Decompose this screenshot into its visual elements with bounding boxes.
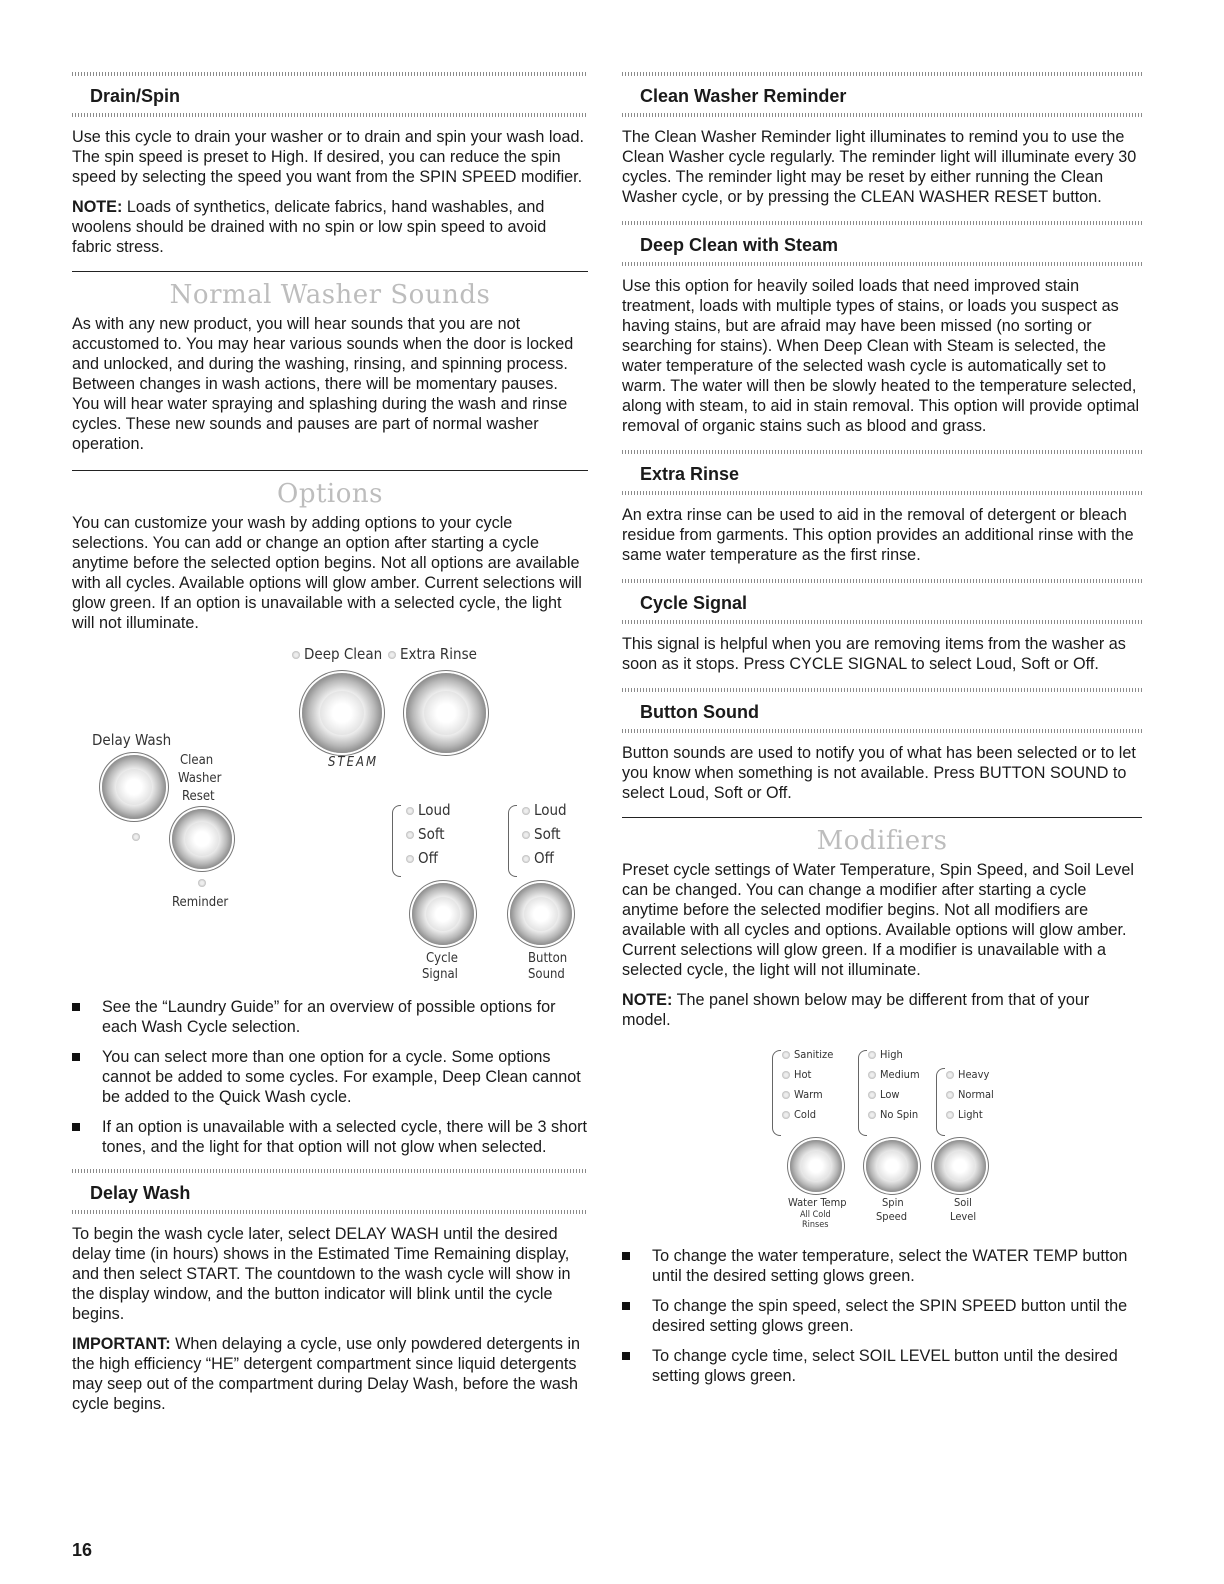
temp-cold: Cold bbox=[782, 1108, 816, 1121]
options-panel-illustration bbox=[72, 633, 588, 983]
led-icon bbox=[946, 1091, 954, 1099]
page-number: 16 bbox=[72, 1540, 93, 1560]
important-label: IMPORTANT: bbox=[72, 1335, 171, 1353]
drain-spin-heading: Drain/Spin bbox=[90, 86, 181, 106]
bracket bbox=[508, 805, 517, 877]
bracket bbox=[392, 805, 401, 877]
bracket bbox=[858, 1050, 867, 1136]
note-label: NOTE: bbox=[622, 991, 673, 1009]
cycle-signal-knob[interactable] bbox=[412, 883, 474, 945]
extra-rinse-heading: Extra Rinse bbox=[640, 464, 740, 484]
led-icon bbox=[132, 833, 140, 841]
modifier-panel-illustration bbox=[622, 1036, 1142, 1232]
cycle-label: Cycle bbox=[426, 951, 458, 966]
hatch-divider bbox=[622, 491, 1142, 495]
led-icon bbox=[406, 831, 414, 839]
led-icon bbox=[782, 1051, 790, 1059]
led-icon bbox=[782, 1071, 790, 1079]
sound-label: Sound bbox=[528, 967, 565, 982]
cycle-signal-soft: Soft bbox=[406, 825, 445, 843]
hatch-divider bbox=[622, 620, 1142, 624]
list-item: You can select more than one option for a cycle. Some options cannot be added to some cycles. For example, Deep Clean cannot be added to the Quick Wash cycle. bbox=[72, 1047, 588, 1107]
list-item: To change cycle time, select SOIL LEVEL button until the desired setting glows green. bbox=[622, 1346, 1142, 1386]
delay-wash-important bbox=[72, 1334, 588, 1414]
level-label: Level bbox=[950, 1210, 977, 1223]
button-sound-soft: Soft bbox=[522, 825, 561, 843]
temp-sanitize: Sanitize bbox=[782, 1048, 833, 1061]
section-rule bbox=[72, 470, 588, 471]
hatch-divider bbox=[622, 262, 1142, 266]
extra-rinse-knob[interactable] bbox=[406, 673, 486, 753]
deep-clean-heading: Deep Clean with Steam bbox=[640, 235, 839, 255]
normal-sounds-body: As with any new product, you will hear sounds that you are not accustomed to. You may hear various sounds when the door is locked and unlocked, and during the washing, rinsing, and spinning process. Between changes in wash actions, there will be momentary pauses. You will hear water spraying and splashing during the wash and rinse cycles. These new sounds and pauses are part of normal washer operation. bbox=[72, 315, 574, 453]
all-cold-label: All Cold bbox=[800, 1210, 831, 1220]
spin-low: Low bbox=[868, 1088, 899, 1101]
normal-sounds-title: Normal Washer Sounds bbox=[169, 280, 491, 310]
delay-wash-knob[interactable] bbox=[102, 755, 166, 819]
led-icon bbox=[522, 855, 530, 863]
washer-label: Washer bbox=[178, 771, 222, 786]
hatch-divider bbox=[72, 1210, 588, 1214]
led-icon bbox=[388, 651, 396, 659]
led-icon bbox=[782, 1111, 790, 1119]
led-icon bbox=[522, 807, 530, 815]
delay-wash-label: Delay Wash bbox=[92, 731, 172, 749]
options-title: Options bbox=[277, 479, 383, 509]
extra-rinse-body: An extra rinse can be used to aid in the removal of detergent or bleach residue from garments. This option provides an additional rinse with the same water temperature as the first rinse. bbox=[622, 506, 1134, 564]
water-temp-label: Water Temp bbox=[788, 1196, 847, 1209]
list-item: To change the spin speed, select the SPIN SPEED button until the desired setting glows green. bbox=[622, 1296, 1142, 1336]
led-icon bbox=[946, 1071, 954, 1079]
modifiers-bullet-list bbox=[622, 1246, 1142, 1386]
button-label: Button bbox=[528, 951, 568, 966]
led-icon bbox=[868, 1071, 876, 1079]
delay-wash-body: To begin the wash cycle later, select DELAY WASH until the desired delay time (in hours) shows in the Estimated Time Remaining display, and then select START. The countdown to the wash cycle will show in the display window, and the button indicator will blink until the cycle begins. bbox=[72, 1225, 571, 1323]
led-icon bbox=[868, 1051, 876, 1059]
button-sound-heading: Button Sound bbox=[640, 702, 759, 722]
soil-level-knob[interactable] bbox=[934, 1140, 986, 1192]
note-text: Loads of synthetics, delicate fabrics, hand washables, and woolens should be drained with no spin or low spin speed to avoid fabric stress. bbox=[72, 198, 547, 256]
section-rule bbox=[622, 817, 1142, 818]
spin-high: High bbox=[868, 1048, 903, 1061]
modifiers-body: Preset cycle settings of Water Temperature, Spin Speed, and Soil Level can be changed. You can change a modifier after starting a cycle anytime before the selected modifier begins. Not all modifiers are available with all cycles and options. Available options will glow amber. Current selections will glow green. If a modifier is unavailable with a selected cycle, the light will not illuminate. bbox=[622, 861, 1134, 979]
reminder-label: Reminder bbox=[172, 895, 229, 910]
clean-washer-reminder-heading: Clean Washer Reminder bbox=[640, 86, 847, 106]
cycle-signal-heading: Cycle Signal bbox=[640, 593, 748, 613]
delay-wash-heading: Delay Wash bbox=[90, 1183, 191, 1203]
temp-hot: Hot bbox=[782, 1068, 811, 1081]
note-text: The panel shown below may be different from that of your model. bbox=[622, 991, 1090, 1029]
temp-warm: Warm bbox=[782, 1088, 823, 1101]
hatch-divider bbox=[72, 113, 588, 117]
soil-normal: Normal bbox=[946, 1088, 994, 1101]
reset-label: Reset bbox=[182, 789, 215, 804]
hatch-divider bbox=[622, 113, 1142, 117]
led-icon bbox=[406, 807, 414, 815]
clean-washer-reminder-body: The Clean Washer Reminder light illuminates to remind you to use the Clean Washer cycle regularly. The reminder light will illuminate every 30 cycles. The reminder light may be reset by either running the Clean Washer cycle, or by pressing the CLEAN WASHER RESET button. bbox=[622, 128, 1137, 206]
soil-heavy: Heavy bbox=[946, 1068, 989, 1081]
options-body: You can customize your wash by adding options to your cycle selections. You can add or change an option after starting a cycle anytime before the selected option begins. Not all options are available with all cycles. Available options will glow amber. Current selections will glow green. If an option is unavailable with a selected cycle, the light will not illuminate. bbox=[72, 514, 582, 632]
led-icon bbox=[868, 1091, 876, 1099]
bracket bbox=[772, 1050, 781, 1136]
reminder-led-icon bbox=[198, 879, 206, 887]
list-item: To change the water temperature, select the WATER TEMP button until the desired setting glows green. bbox=[622, 1246, 1142, 1286]
drain-spin-body: Use this cycle to drain your washer or to drain and spin your wash load. The spin speed is preset to High. If desired, you can reduce the spin speed by selecting the speed you want from the SPIN SPEED modifier. bbox=[72, 128, 584, 186]
spin-label: Spin bbox=[882, 1196, 904, 1209]
steam-label: STEAM bbox=[328, 755, 379, 770]
section-rule bbox=[72, 271, 588, 272]
spin-speed-knob[interactable] bbox=[866, 1140, 918, 1192]
cycle-signal-off: Off bbox=[406, 849, 438, 867]
led-icon bbox=[522, 831, 530, 839]
bracket bbox=[936, 1068, 945, 1136]
signal-label: Signal bbox=[422, 967, 458, 982]
led-icon bbox=[292, 651, 300, 659]
extra-rinse-indicator: Extra Rinse bbox=[388, 645, 477, 663]
led-icon bbox=[868, 1111, 876, 1119]
rinses-label: Rinses bbox=[802, 1220, 829, 1230]
water-temp-knob[interactable] bbox=[790, 1140, 842, 1192]
button-sound-body: Button sounds are used to notify you of what has been selected or to let you know when something is not available. Press BUTTON SOUND to select Loud, Soft or Off. bbox=[622, 744, 1136, 802]
note-label: NOTE: bbox=[72, 198, 123, 216]
deep-clean-knob[interactable] bbox=[302, 673, 382, 753]
clean-label: Clean bbox=[180, 753, 214, 768]
list-item: If an option is unavailable with a selected cycle, there will be 3 short tones, and the light for that option will not glow when selected. bbox=[72, 1117, 588, 1157]
deep-clean-body: Use this option for heavily soiled loads that need improved stain treatment, loads with multiple types of stains, or loads you suspect as having stains, but are afraid may have been missed (no sorting or searching for stains). When Deep Clean with Steam is selected, the water temperature of the selected wash cycle is automatically set to warm. The water will then be slowly heated to the temperature selected, along with steam, to aid in stain removal. This option will provide optimal removal of organic stains such as blood and grass. bbox=[622, 277, 1140, 435]
soil-light: Light bbox=[946, 1108, 983, 1121]
button-sound-knob[interactable] bbox=[510, 883, 572, 945]
button-sound-off: Off bbox=[522, 849, 554, 867]
options-bullet-list bbox=[72, 997, 588, 1157]
led-icon bbox=[946, 1111, 954, 1119]
hatch-divider bbox=[622, 729, 1142, 733]
soil-label: Soil bbox=[954, 1196, 972, 1209]
cycle-signal-loud: Loud bbox=[406, 801, 451, 819]
speed-label: Speed bbox=[876, 1210, 908, 1223]
led-icon bbox=[782, 1091, 790, 1099]
spin-medium: Medium bbox=[868, 1068, 920, 1081]
spin-no-spin: No Spin bbox=[868, 1108, 918, 1121]
clean-washer-reset-knob[interactable] bbox=[172, 809, 232, 869]
important-text: When delaying a cycle, use only powdered detergents in the high efficiency “HE” detergent compartment since liquid detergents may seep out of the compartment during Delay Wash, before the wash cycle begins. bbox=[72, 1335, 581, 1413]
deep-clean-indicator: Deep Clean bbox=[292, 645, 382, 663]
drain-spin-note bbox=[72, 197, 588, 257]
right-column bbox=[622, 72, 1142, 1396]
modifiers-note bbox=[622, 990, 1142, 1030]
led-icon bbox=[406, 855, 414, 863]
list-item: See the “Laundry Guide” for an overview of possible options for each Wash Cycle selection. bbox=[72, 997, 588, 1037]
button-sound-loud: Loud bbox=[522, 801, 567, 819]
cycle-signal-body: This signal is helpful when you are removing items from the washer as soon as it stops. Press CYCLE SIGNAL to select Loud, Soft or Off. bbox=[622, 635, 1126, 673]
left-column bbox=[72, 72, 588, 1414]
modifiers-title: Modifiers bbox=[816, 826, 948, 856]
